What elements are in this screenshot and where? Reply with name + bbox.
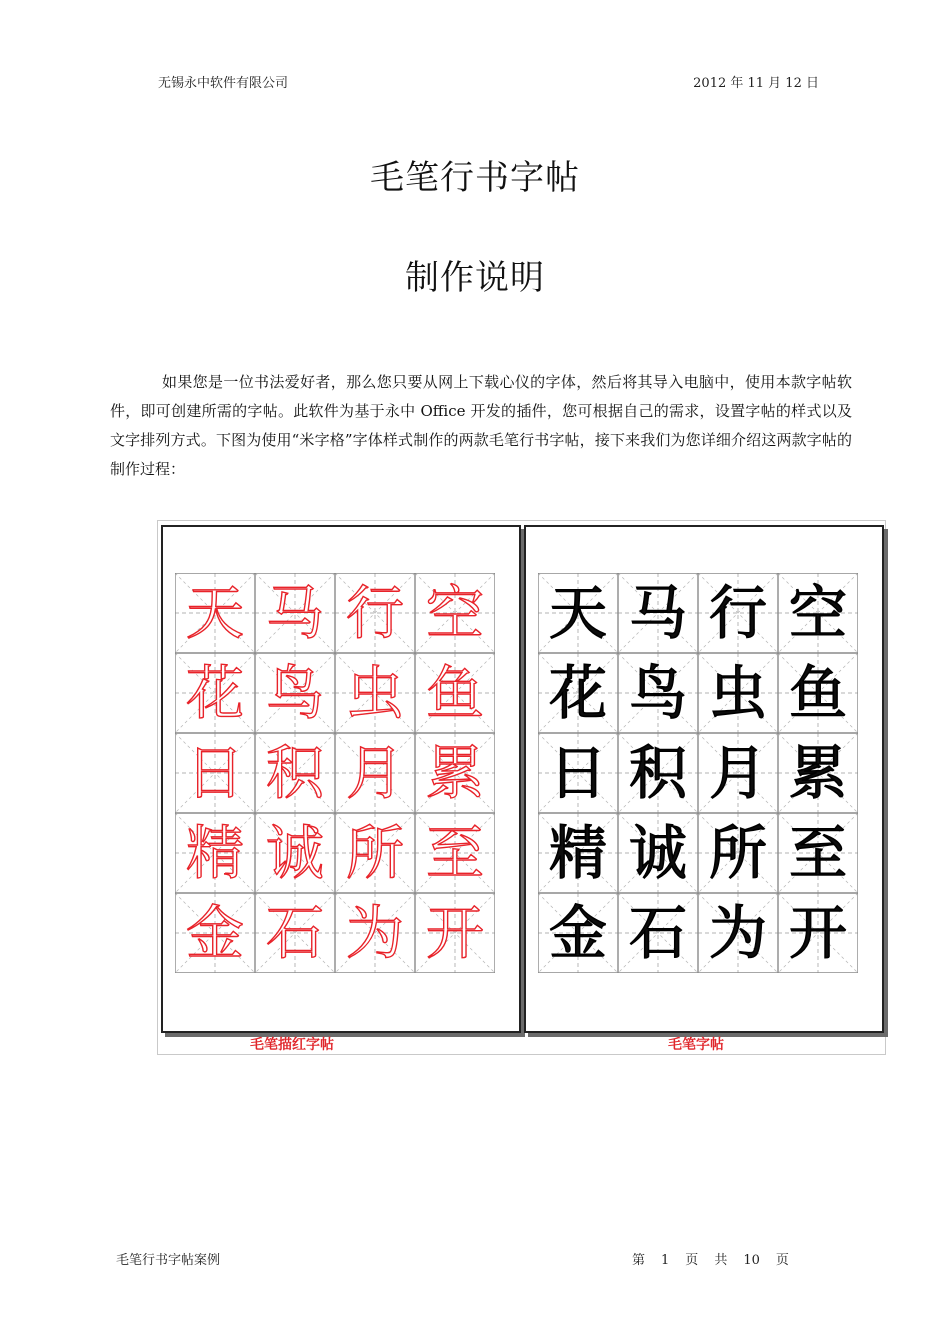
solid-copybook-panel <box>524 525 884 1033</box>
tracing-character: 鱼 <box>425 659 485 727</box>
header-company: 无锡永中软件有限公司 <box>158 76 289 91</box>
solid-character: 行 <box>708 579 768 647</box>
tracing-character: 累 <box>425 739 485 807</box>
solid-character: 虫 <box>708 659 768 727</box>
tracing-character: 月 <box>345 739 405 807</box>
header-date: 2012 年 11 月 12 日 <box>693 76 819 91</box>
tracing-character: 马 <box>265 579 325 647</box>
total-prefix: 共 <box>714 1253 728 1268</box>
page-unit: 页 <box>685 1253 699 1268</box>
tracing-character: 天 <box>185 579 245 647</box>
solid-character: 开 <box>788 899 848 967</box>
footer-doc-name: 毛笔行书字帖案例 <box>116 1253 221 1268</box>
tracing-character: 鸟 <box>265 659 325 727</box>
solid-character: 金 <box>548 899 608 967</box>
page-number: 1 <box>661 1253 670 1268</box>
solid-character: 马 <box>628 579 688 647</box>
solid-character: 诚 <box>628 819 688 887</box>
copybook-figure <box>157 520 886 1055</box>
solid-character: 日 <box>548 739 608 807</box>
tracing-copybook-panel <box>161 525 521 1033</box>
page-prefix: 第 <box>632 1253 646 1268</box>
tracing-character: 日 <box>185 739 245 807</box>
solid-caption: 毛笔字帖 <box>668 1037 724 1053</box>
intro-paragraph: 如果您是一位书法爱好者，那么您只要从网上下载心仪的字体，然后将其导入电脑中，使用本款字帖软件，即可创建所需的字帖。此软件为基于永中 Office 开发的插件，您可根据自己的需求，设置字帖的样式以及文字排列方式。下图为使用“米字格”字体样式制作的两款毛笔行书字帖，接下来我们为您详细介绍这两款字帖的制作过程： <box>110 373 852 478</box>
tracing-character: 花 <box>185 659 245 727</box>
tracing-character: 空 <box>425 579 485 647</box>
page-subtitle: 制作说明 <box>405 258 545 298</box>
solid-character: 积 <box>628 739 688 807</box>
tracing-character: 开 <box>425 899 485 967</box>
solid-character: 至 <box>788 819 848 887</box>
total-pages: 10 <box>743 1253 760 1268</box>
solid-character: 鱼 <box>788 659 848 727</box>
solid-character: 空 <box>788 579 848 647</box>
solid-character: 所 <box>708 819 768 887</box>
total-unit: 页 <box>775 1253 789 1268</box>
solid-character: 花 <box>548 659 608 727</box>
tracing-character: 所 <box>345 819 405 887</box>
solid-character: 鸟 <box>628 659 688 727</box>
tracing-character: 精 <box>185 819 245 887</box>
tracing-caption: 毛笔描红字帖 <box>250 1037 334 1053</box>
tracing-character: 为 <box>345 899 405 967</box>
tracing-character: 金 <box>185 899 245 967</box>
solid-grid <box>538 573 858 973</box>
solid-character: 月 <box>708 739 768 807</box>
solid-character: 精 <box>548 819 608 887</box>
tracing-character: 行 <box>345 579 405 647</box>
tracing-character: 诚 <box>265 819 325 887</box>
tracing-character: 积 <box>265 739 325 807</box>
solid-character: 为 <box>708 899 768 967</box>
solid-character: 累 <box>788 739 848 807</box>
tracing-character: 至 <box>425 819 485 887</box>
tracing-grid <box>175 573 495 973</box>
solid-character: 天 <box>548 579 608 647</box>
footer-pagination <box>632 1249 805 1268</box>
page-title: 毛笔行书字帖 <box>370 158 580 198</box>
solid-character: 石 <box>628 899 688 967</box>
tracing-character: 虫 <box>345 659 405 727</box>
tracing-character: 石 <box>265 899 325 967</box>
